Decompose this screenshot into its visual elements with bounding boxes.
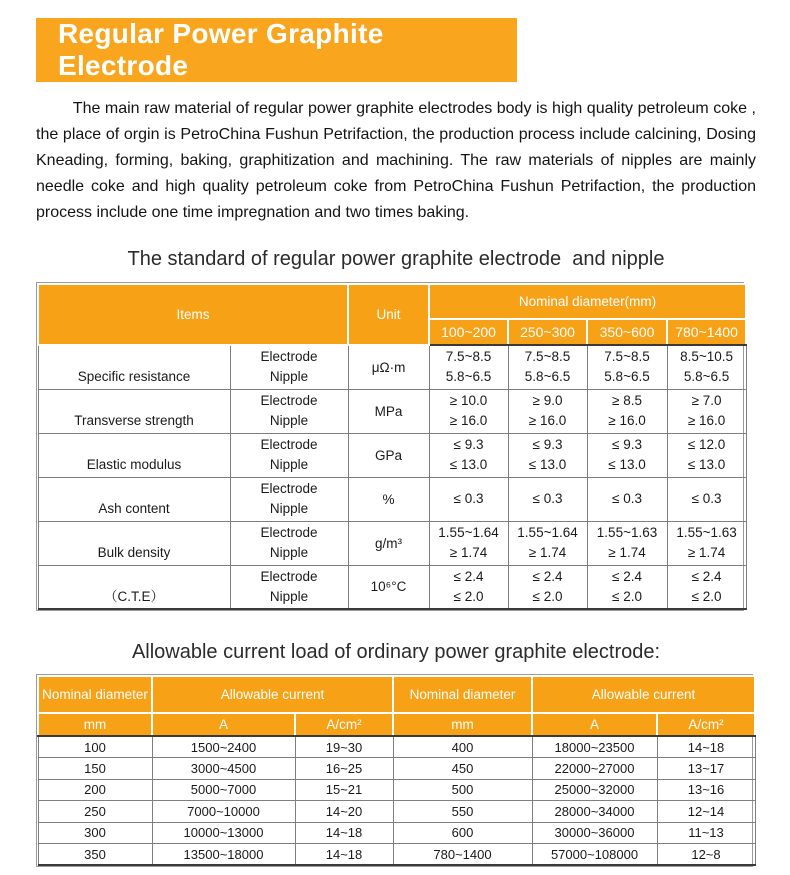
value-cell: 1.55~1.64 ≥ 1.74 (429, 521, 508, 565)
unit-cell: 10⁶°C (348, 565, 429, 609)
item-cell: Bulk density (38, 521, 230, 565)
item-cell: Specific resistance (38, 345, 230, 389)
cell-current: 1500~2400 (152, 736, 295, 758)
unit-cell: μΩ·m (348, 345, 429, 389)
header-nominal-diameter: Nominal diameter (38, 676, 152, 713)
table-row (38, 736, 755, 758)
cell-current: 22000~27000 (532, 758, 657, 780)
header-diameter-range: 100~200 (429, 319, 508, 345)
value-cell: 7.5~8.5 5.8~6.5 (587, 345, 667, 389)
header-unit-mm: mm (38, 713, 152, 736)
cell-current-density: 16~25 (295, 758, 393, 780)
cell-current-density: 13~17 (657, 758, 755, 780)
header-diameter-range: 350~600 (587, 319, 667, 345)
table-row (38, 758, 755, 780)
header-nominal-diameter: Nominal diameter(mm) (429, 284, 746, 319)
cell-current-density: 13~16 (657, 779, 755, 801)
standard-table-title: The standard of regular power graphite electrode and nipple (127, 248, 665, 270)
table-row-bulk-density (38, 521, 746, 565)
sub-item-cell: Electrode Nipple (230, 477, 348, 521)
value-cell: ≤ 0.3 (429, 477, 508, 521)
value-cell: ≥ 7.0 ≥ 16.0 (667, 389, 746, 433)
current-load-table-container (36, 674, 753, 867)
value-cell: ≤ 12.0 ≤ 13.0 (667, 433, 746, 477)
value-cell: 8.5~10.5 5.8~6.5 (667, 345, 746, 389)
header-unit-a-cm2: A/cm² (295, 713, 393, 736)
value-cell: ≥ 8.5 ≥ 16.0 (587, 389, 667, 433)
sub-item-cell: Electrode Nipple (230, 345, 348, 389)
sub-item-cell: Electrode Nipple (230, 565, 348, 609)
value-cell: ≥ 10.0 ≥ 16.0 (429, 389, 508, 433)
unit-cell: MPa (348, 389, 429, 433)
cell-current-density: 14~20 (295, 801, 393, 823)
cell-current-density: 14~18 (657, 736, 755, 758)
header-allowable-current: Allowable current (152, 676, 393, 713)
cell-current: 7000~10000 (152, 801, 295, 823)
unit-cell: g/m³ (348, 521, 429, 565)
header-items: Items (38, 284, 348, 345)
value-cell: ≤ 9.3 ≤ 13.0 (587, 433, 667, 477)
sub-item-cell: Electrode Nipple (230, 433, 348, 477)
header-unit-a: A (532, 713, 657, 736)
cell-diameter: 200 (38, 779, 152, 801)
table-row (38, 801, 755, 823)
cell-current: 5000~7000 (152, 779, 295, 801)
cell-diameter: 250 (38, 801, 152, 823)
cell-diameter: 600 (393, 822, 532, 844)
value-cell: ≤ 9.3 ≤ 13.0 (508, 433, 587, 477)
cell-diameter: 300 (38, 822, 152, 844)
item-cell: （C.T.E） (38, 565, 230, 609)
value-cell: ≤ 0.3 (587, 477, 667, 521)
header-allowable-current: Allowable current (532, 676, 755, 713)
value-cell: 7.5~8.5 5.8~6.5 (429, 345, 508, 389)
table-row-specific-resistance (38, 345, 746, 389)
cell-diameter: 400 (393, 736, 532, 758)
table-row-transverse-strength (38, 389, 746, 433)
value-cell: ≤ 2.4 ≤ 2.0 (667, 565, 746, 609)
cell-diameter: 350 (38, 844, 152, 866)
cell-diameter: 500 (393, 779, 532, 801)
header-diameter-range: 780~1400 (667, 319, 746, 345)
value-cell: 7.5~8.5 5.8~6.5 (508, 345, 587, 389)
value-cell: ≥ 9.0 ≥ 16.0 (508, 389, 587, 433)
unit-cell: % (348, 477, 429, 521)
item-cell: Transverse strength (38, 389, 230, 433)
value-cell: 1.55~1.63 ≥ 1.74 (667, 521, 746, 565)
value-cell: ≤ 2.4 ≤ 2.0 (429, 565, 508, 609)
cell-diameter: 150 (38, 758, 152, 780)
header-diameter-range: 250~300 (508, 319, 587, 345)
standard-table-container (36, 282, 744, 611)
item-cell: Elastic modulus (38, 433, 230, 477)
cell-current-density: 12~8 (657, 844, 755, 866)
table-row-cte (38, 565, 746, 609)
header-unit-mm: mm (393, 713, 532, 736)
table-row-elastic-modulus (38, 433, 746, 477)
table-row (38, 844, 755, 866)
sub-item-cell: Electrode Nipple (230, 389, 348, 433)
cell-current-density: 15~21 (295, 779, 393, 801)
value-cell: 1.55~1.63 ≥ 1.74 (587, 521, 667, 565)
header-unit-a: A (152, 713, 295, 736)
value-cell: ≤ 2.4 ≤ 2.0 (508, 565, 587, 609)
header-unit-a-cm2: A/cm² (657, 713, 755, 736)
current-load-table-title: Allowable current load of ordinary power graphite electrode: (131, 641, 661, 663)
cell-diameter: 450 (393, 758, 532, 780)
cell-current-density: 14~18 (295, 844, 393, 866)
table-row-ash-content (38, 477, 746, 521)
standard-table (37, 283, 747, 610)
table-row (38, 822, 755, 844)
item-cell: Ash content (38, 477, 230, 521)
value-cell: ≤ 0.3 (667, 477, 746, 521)
cell-current: 3000~4500 (152, 758, 295, 780)
cell-diameter: 780~1400 (393, 844, 532, 866)
cell-current: 28000~34000 (532, 801, 657, 823)
value-cell: ≤ 0.3 (508, 477, 587, 521)
cell-current: 30000~36000 (532, 822, 657, 844)
cell-current-density: 14~18 (295, 822, 393, 844)
intro-paragraph: The main raw material of regular power graphite electrodes body is high quality petroleum coke , the place of orgin is PetroChina Fushun Petrifaction, the production process include calcining, Dosing Kneading, forming, baking, graphitization and machining. The raw materials of nipples are mainly needle coke and high quality petroleum coke from PetroChina Fushun Petrifaction, the production process include one time impregnation and two times baking. (36, 100, 756, 221)
current-load-table (37, 675, 756, 866)
cell-diameter: 100 (38, 736, 152, 758)
cell-diameter: 550 (393, 801, 532, 823)
header-nominal-diameter: Nominal diameter (393, 676, 532, 713)
header-unit: Unit (348, 284, 429, 345)
cell-current: 57000~108000 (532, 844, 657, 866)
unit-cell: GPa (348, 433, 429, 477)
table-row (38, 779, 755, 801)
page-title: Regular Power Graphite Electrode (58, 18, 384, 81)
value-cell: 1.55~1.64 ≥ 1.74 (508, 521, 587, 565)
value-cell: ≤ 2.4 ≤ 2.0 (587, 565, 667, 609)
sub-item-cell: Electrode Nipple (230, 521, 348, 565)
cell-current: 13500~18000 (152, 844, 295, 866)
value-cell: ≤ 9.3 ≤ 13.0 (429, 433, 508, 477)
cell-current: 25000~32000 (532, 779, 657, 801)
cell-current-density: 12~14 (657, 801, 755, 823)
cell-current: 18000~23500 (532, 736, 657, 758)
title-banner (36, 18, 517, 82)
cell-current-density: 19~30 (295, 736, 393, 758)
cell-current-density: 11~13 (657, 822, 755, 844)
cell-current: 10000~13000 (152, 822, 295, 844)
